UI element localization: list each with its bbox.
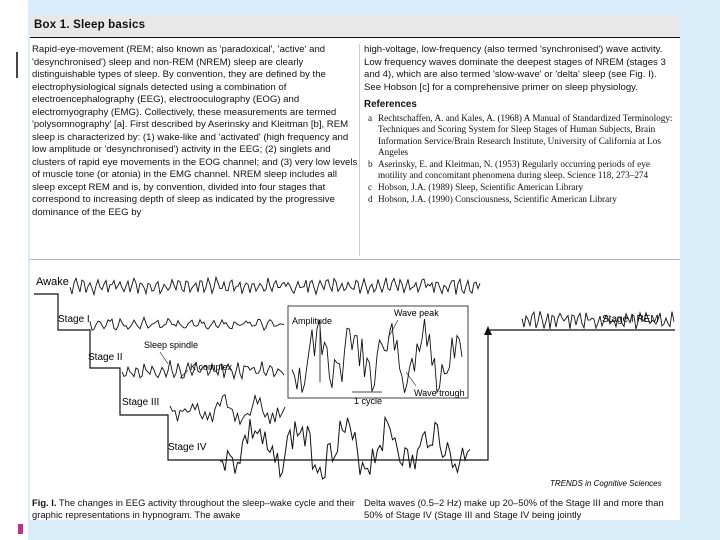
- figure-caption-continued: Delta waves (0.5–2 Hz) make up 20–50% of the Stage III and more than 50% of Stage IV (Stage III and Stage IV being jointly: [364, 497, 664, 520]
- slide-left-rule: [16, 52, 18, 78]
- figure-caption: [32, 497, 358, 520]
- eeg-trace-awake: [70, 277, 480, 294]
- reference-text: Aserinsky, E. and Kleitman, N. (1953) Regularly occurring periods of eye motility and concomitant phenomena during sleep. Science 118, 273–274: [378, 158, 650, 181]
- figure-caption-text: The changes in EEG activity throughout the sleep–wake cycle and their graphic representations in hypnogram. The awake: [32, 497, 355, 520]
- box-right-column: [364, 44, 676, 205]
- label-stage-4: Stage IV: [168, 442, 207, 453]
- eeg-hypnogram-svg: [30, 260, 680, 492]
- reference-marker: a: [368, 112, 373, 123]
- reference-marker: b: [368, 158, 373, 169]
- reference-text: Hobson, J.A. (1990) Consciousness, Scientific American Library: [378, 193, 617, 204]
- eeg-trace-stage-3: [170, 395, 285, 425]
- reference-marker: d: [368, 193, 373, 204]
- label-sleep-spindle: Sleep spindle: [144, 340, 199, 350]
- slide-accent-marker: [18, 524, 23, 534]
- references-title: References: [364, 99, 417, 110]
- box-right-text: high-voltage, low-frequency (also termed 'synchronised') wave activity. Low frequency waves dominate the deepest stages of NREM (stages 3 and 4), which are also termed 'slow-wave' or 'delta' sleep (see Fig. I). See Hobson [c] for a comprehensive primer on sleep physiology.: [364, 44, 666, 93]
- figure-credit: TRENDS in Cognitive Sciences: [550, 479, 662, 488]
- box-title: Box 1. Sleep basics: [34, 19, 146, 31]
- label-amplitude: Amplitude: [292, 316, 333, 326]
- label-stage-2: Stage II: [88, 352, 123, 363]
- figure-caption-label: Fig. I.: [32, 497, 57, 508]
- label-k-complex: K complex: [190, 362, 233, 372]
- reference-item: [364, 182, 676, 194]
- eeg-figure: [30, 259, 680, 492]
- label-awake: Awake: [36, 276, 69, 288]
- reference-item: [364, 113, 676, 159]
- reference-item: [364, 194, 676, 206]
- eeg-trace-stage-1: [90, 317, 284, 330]
- label-one-cycle: 1 cycle: [354, 396, 383, 406]
- box-header: [30, 15, 680, 37]
- column-divider: [359, 44, 360, 256]
- sleep-spindle-pointer: [160, 352, 168, 364]
- reference-item: [364, 159, 676, 182]
- label-wave-peak: Wave peak: [394, 308, 439, 318]
- label-wave-trough: Wave trough: [414, 388, 465, 398]
- reference-text: Hobson, J.A. (1989) Sleep, Scientific American Library: [378, 182, 584, 193]
- label-stage-1: Stage I: [58, 314, 90, 325]
- reference-marker: c: [368, 182, 373, 193]
- eeg-trace-stage-4: [220, 417, 470, 479]
- reference-text: Rechtschaffen, A. and Kales, A. (1968) A Manual of Standardized Terminology: Techniques and Scoring System for Sleep Stages of Human Subjects, Brain Information Service/Brain Research Institute, University of California at Los Angeles: [378, 112, 673, 158]
- label-stage-3: Stage III: [122, 397, 160, 408]
- label-stage-1-rem: Stage I REM: [602, 314, 659, 325]
- box-left-column: Rapid-eye-movement (REM; also known as 'paradoxical', 'active' and 'desynchronised') sleep and non-REM (NREM) sleep are clearly distinguishable types of sleep. By convention, they are defined by the electrophysiological signals detected using a combination of electroencephalography (EEG), electrooculography (EOG) and electromyography (EMG). Collectively, these measurements are termed 'polysomnography' [a]. First described by Aserinsky and Kleitman [b], REM sleep is characterized by: (1) wake-like and 'activated' (high frequency and low amplitude or 'desynchronised') activity in the EEG; (2) singlets and clusters of rapid eye movements in the EOG channel; and (3) very low levels of muscle tone (or atonia) in the EMG channel. NREM sleep includes all sleep except REM and is, by convention, divided into four stages that correspond to increasing depth of sleep as indicated by the progressive dominance of the EEG by: [32, 44, 358, 218]
- sleep-basics-box: [30, 15, 680, 520]
- header-rule: [30, 37, 680, 38]
- references-list: [364, 113, 676, 206]
